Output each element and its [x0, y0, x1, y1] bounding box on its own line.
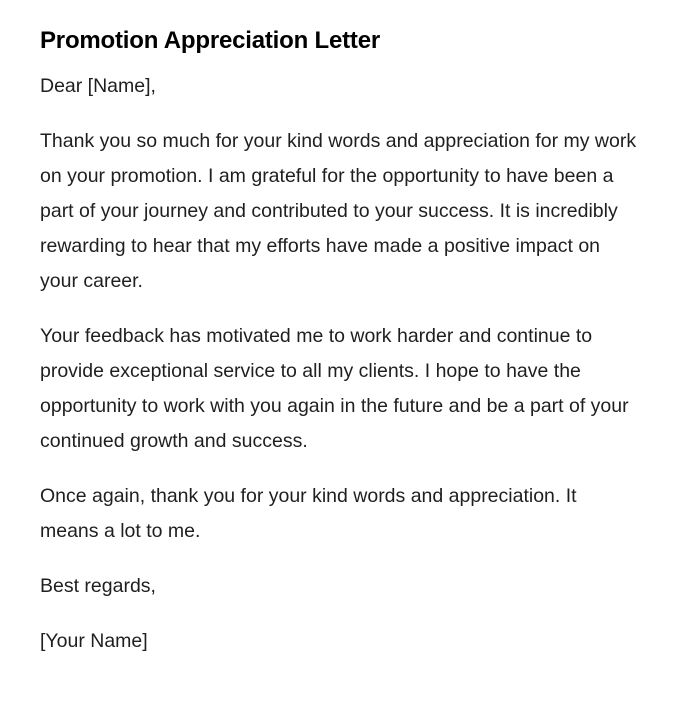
letter-greeting: Dear [Name], [40, 75, 156, 97]
letter-paragraph-3: Once again, thank you for your kind words and appreciation. It means a lot to me. [40, 485, 577, 542]
letter-paragraph-1: Thank you so much for your kind words and appreciation for my work on your promotion. I am grateful for the opportunity to have been a part of your journey and contributed to your success. It is incredibly rewarding to hear that my efforts have made a positive impact on your career. [40, 130, 637, 292]
letter-signature: [Your Name] [40, 630, 148, 652]
letter-closing: Best regards, [40, 575, 156, 597]
letter-paragraph-2: Your feedback has motivated me to work harder and continue to provide exceptional service to all my clients. I hope to have the opportunity to work with you again in the future and be a part of your continued growth and success. [40, 325, 629, 452]
letter-document [40, 24, 640, 659]
letter-title: Promotion Appreciation Letter [40, 27, 380, 54]
